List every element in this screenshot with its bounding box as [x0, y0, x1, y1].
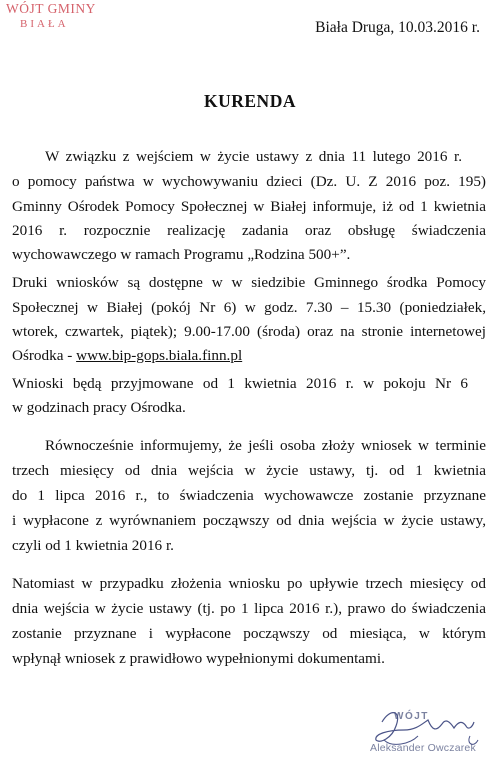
- signature-title: WÓJT: [394, 711, 429, 722]
- body-line: Druki wniosków są dostępne w w siedzibie Gminnego środka Pomocy: [12, 274, 486, 291]
- body-line: do 1 lipca 2016 r., to świadczenia wychowawcze zostanie przyznane: [12, 487, 486, 504]
- body-line-text: Ośrodka -: [12, 347, 77, 364]
- body-line: o pomocy państwa w wychowywaniu dzieci (Dz. U. Z 2016 poz. 195): [12, 173, 486, 190]
- body-line: trzech miesięcy od dnia wejścia w życie ustawy, tj. od 1 kwietnia: [12, 462, 486, 479]
- body-line: W związku z wejściem w życie ustawy z dnia 11 lutego 2016 r.: [45, 148, 462, 165]
- body-line: czyli od 1 kwietnia 2016 r.: [12, 537, 174, 554]
- handwritten-signature: [370, 700, 500, 759]
- signature-name: Aleksander Owczarek: [370, 742, 476, 754]
- website-link[interactable]: www.bip-gops.biala.finn.pl: [76, 347, 243, 364]
- body-line: 2016 r. rozpocznie realizację zadania oraz obsługę świadczenia: [12, 222, 486, 239]
- stamp-line-1: WÓJT GMINY: [6, 1, 96, 16]
- body-line: Gminny Ośrodek Pomocy Społecznej w Białej informuje, iż od 1 kwietnia: [12, 198, 486, 215]
- body-line: i wypłacone z wyrównaniem począwszy od dnia wejścia w życie ustawy,: [12, 512, 486, 529]
- body-line: wpłynął wniosek z prawidłowo wypełnionymi dokumentami.: [12, 650, 385, 667]
- body-line: Natomiast w przypadku złożenia wniosku po upływie trzech miesięcy od: [12, 575, 486, 592]
- body-line: wtorek, czwartek, piątek); 9.00-17.00 (środa) oraz na stronie internetowej: [12, 323, 486, 340]
- body-line: Równocześnie informujemy, że jeśli osoba złoży wniosek w terminie: [45, 437, 486, 454]
- body-line: Wnioski będą przyjmowane od 1 kwietnia 2016 r. w pokoju Nr 6: [12, 375, 468, 392]
- document-title: KURENDA: [204, 91, 296, 111]
- document-date: Biała Druga, 10.03.2016 r.: [315, 19, 480, 36]
- office-stamp: [6, 0, 96, 30]
- body-line-with-link: [12, 347, 242, 365]
- body-line: Społecznej w Białej (pokój Nr 6) w godz. 7.30 – 15.30 (poniedziałek,: [12, 299, 486, 316]
- body-line: zostanie przyznane i wypłacone począwszy od miesiąca, w którym: [12, 625, 486, 642]
- stamp-line-2: BIAŁA: [20, 17, 69, 30]
- signature-block: [370, 700, 500, 759]
- body-line: dnia wejścia w życie ustawy (tj. po 1 lipca 2016 r.), prawo do świadczenia: [12, 600, 486, 617]
- body-line: w godzinach pracy Ośrodka.: [12, 399, 186, 416]
- body-line: wychowawczego w ramach Programu „Rodzina 500+”.: [12, 246, 351, 263]
